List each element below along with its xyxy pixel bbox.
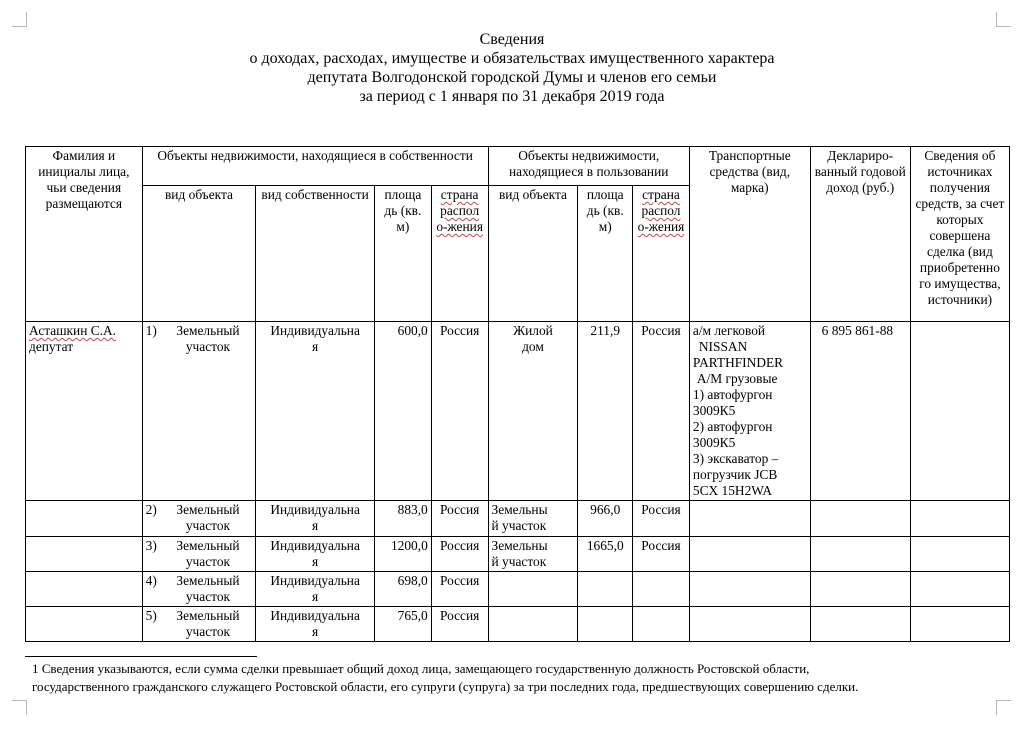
owned-area: 765,0 [374,607,431,642]
used-country: Россия [633,537,690,572]
owned-area: 883,0 [374,501,431,537]
owned-type-cell [142,537,256,572]
used-type: й участок [491,518,547,533]
used-type-cell [488,501,578,537]
owned-area: 1200,0 [374,537,431,572]
header-owned-group: Объекты недвижимости, находящиеся в собственности [142,147,488,186]
transport-line: погрузчик JCB [692,467,778,482]
page-corner-mark [12,700,27,715]
owned-type-cell [142,572,256,607]
ownership-type: Индивидуальна [270,323,360,338]
table-row [26,322,1010,501]
owned-area: 600,0 [374,322,431,501]
used-type-cell [488,322,578,501]
row-number: 4) [145,573,157,588]
owned-country: Россия [431,322,488,501]
title-line: за период с 1 января по 31 декабря 2019 года [359,88,665,105]
header-transport: Транспортные средства (вид, марка) [689,147,810,322]
transport-line: 1) автофургон [692,387,773,402]
header-owned-ownership: вид собственности [256,186,375,322]
row-number: 3) [145,538,157,553]
transport-cell [689,322,810,501]
object-type: участок [185,339,231,354]
used-type: дом [522,339,544,354]
object-type: Земельный [176,323,240,338]
table-row [26,607,1010,642]
owned-country: Россия [431,537,488,572]
transport-line: а/м легковой [692,323,766,338]
header-used-group: Объекты недвижимости, находящиеся в пользовании [488,147,689,186]
ownership-type: я [312,339,319,354]
income-cell [810,322,910,501]
page-corner-mark [996,12,1011,27]
object-type: участок [185,518,231,533]
table-row [26,537,1010,572]
ownership-type: Индивидуальна [270,608,360,623]
used-country: Россия [633,322,690,501]
owned-country: Россия [431,572,488,607]
transport-line: А/М грузовые [696,371,778,386]
owned-type-cell [142,322,256,501]
row-number: 2) [145,502,157,517]
transport-line: 2) автофургон [692,419,773,434]
transport-line: PARTHFINDER [692,355,784,370]
object-type: участок [185,554,231,569]
used-area: 211,9 [578,322,633,501]
ownership-cell [256,322,375,501]
declared-income: 6 895 861-88 [821,323,894,338]
header-sources: Сведения об источниках получения средств, за счет которых совершена сделка (вид приобретенно го имущества, источники) [910,147,1009,322]
object-type: Земельный [176,538,240,553]
header-row [26,147,1010,186]
ownership-type: я [312,589,319,604]
used-type: Земельны [491,538,548,553]
object-type: Земельный [176,502,240,517]
page-corner-mark [996,700,1011,715]
owned-area: 698,0 [374,572,431,607]
used-area: 966,0 [578,501,633,537]
header-owned-country: страна распол о-жения [431,186,488,322]
footnote-line: государственного гражданского служащего Ростовской области, его супруги (супруга) за три последних года, предшествующих совершению сделки. [32,679,859,694]
transport-line: 5CX 15H2WA [692,483,773,498]
used-type-cell [488,537,578,572]
header-owned-area: площа дь (кв. м) [374,186,431,322]
ownership-type: я [312,624,319,639]
ownership-cell [256,607,375,642]
person-role: депутат [29,339,74,354]
ownership-cell [256,501,375,537]
owned-type-cell [142,501,256,537]
used-area: 1665,0 [578,537,633,572]
ownership-cell [256,572,375,607]
ownership-type: Индивидуальна [270,502,360,517]
row-number: 1) [145,323,157,338]
used-type: Земельны [491,502,548,517]
object-type: участок [185,624,231,639]
table-row [26,501,1010,537]
object-type: Земельный [176,573,240,588]
title-line: депутата Волгодонской городской Думы и членов его семьи [307,69,717,86]
declaration-table [25,146,1010,642]
footnote [32,660,858,696]
header-used-area: площа дь (кв. м) [578,186,633,322]
transport-line: NISSAN [698,339,748,354]
sources-cell [910,322,1009,501]
ownership-type: я [312,518,319,533]
ownership-type: Индивидуальна [270,538,360,553]
header-income: Деклариро-ванный годовой доход (руб.) [810,147,910,322]
header-owned-type: вид объекта [142,186,256,322]
footnote-line: 1 Сведения указываются, если сумма сделки превышает общий доход лица, замещающего государственную должность Ростовской области, [32,661,810,676]
header-used-type: вид объекта [488,186,578,322]
header-person: Фамилия и инициалы лица, чьи сведения размещаются [26,147,143,322]
ownership-type: Индивидуальна [270,573,360,588]
person-name: Асташкин С.А. [29,323,117,338]
document-title [0,30,1024,106]
page-corner-mark [12,12,27,27]
object-type: участок [185,589,231,604]
used-type: й участок [491,554,547,569]
person-cell [26,322,143,501]
used-type: Жилой [513,323,553,338]
owned-country: Россия [431,607,488,642]
used-country: Россия [633,501,690,537]
object-type: Земельный [176,608,240,623]
ownership-type: я [312,554,319,569]
row-number: 5) [145,608,157,623]
ownership-cell [256,537,375,572]
owned-country: Россия [431,501,488,537]
transport-line: 3009К5 [692,403,736,418]
owned-type-cell [142,607,256,642]
header-used-country: страна распол о-жения [633,186,690,322]
transport-line: 3009К5 [692,435,736,450]
table-row [26,572,1010,607]
title-line: Сведения [479,31,545,48]
transport-line: 3) экскаватор – [692,451,779,466]
title-line: о доходах, расходах, имуществе и обязательствах имущественного характера [249,50,775,67]
footnote-separator [25,656,257,657]
